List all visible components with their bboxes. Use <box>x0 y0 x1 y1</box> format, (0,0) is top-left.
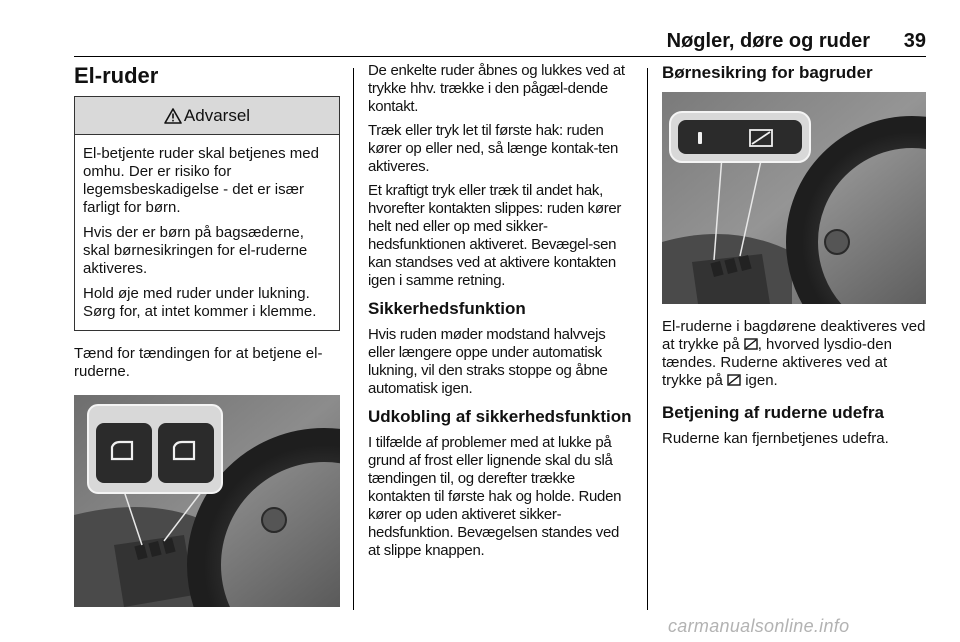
right-column <box>662 62 926 454</box>
body-paragraph: De enkelte ruder åbnes og lukkes ved at trykke hhv. trække i den pågæl-dende kontakt. <box>368 62 625 115</box>
child-lock-text-2: , hvorved lysdio-den tændes. Ruderne aktiveres ved at trykke på <box>662 336 892 389</box>
heading-child-lock: Børnesikring for bagruder <box>662 63 873 82</box>
section-title: El-ruder <box>74 63 159 88</box>
heading-safety: Sikkerhedsfunktion <box>368 299 526 318</box>
column-divider-1 <box>353 68 354 610</box>
page-number: 39 <box>903 30 926 52</box>
remote-paragraph: Ruderne kan fjernbetjenes udefra. <box>662 430 889 447</box>
warning-paragraph: Hvis der er børn på bagsæderne, skal børnesikringen for el-ruderne aktiveres. <box>83 224 308 277</box>
heading-remote: Betjening af ruderne udefra <box>662 403 884 422</box>
safety-paragraph: Hvis ruden møder modstand halvvejs eller længere oppe under automatisk lukning, vil den straks stoppe og åbne automatisk igen. <box>368 326 608 397</box>
ignition-paragraph: Tænd for tændingen for at betjene el-ruderne. <box>74 345 323 380</box>
body-paragraph: Træk eller tryk let til første hak: ruden kører op eller ned, så længe kontak-ten aktiveres. <box>368 122 619 175</box>
heading-disable-safety: Udkobling af sikkerhedsfunktion <box>368 407 632 426</box>
warning-paragraph: Hold øje med ruder under lukning. Sørg for, at intet kommer i klemme. <box>83 285 317 320</box>
middle-column <box>368 62 634 566</box>
child-lock-paragraph <box>662 318 926 390</box>
warning-title: Advarsel <box>183 105 251 125</box>
warning-triangle-icon <box>164 108 182 124</box>
warning-body <box>75 135 339 330</box>
warning-box <box>74 96 340 331</box>
child-lock-text-3: igen. <box>741 372 778 389</box>
window-switches-photo <box>74 395 340 607</box>
header-title: Nøgler, døre og ruder <box>666 30 870 52</box>
child-lock-photo <box>662 92 926 304</box>
warning-header <box>75 97 339 135</box>
child-lock-icon <box>727 374 741 386</box>
child-lock-icon <box>744 338 758 350</box>
column-divider-2 <box>647 68 648 610</box>
body-paragraph: Et kraftigt tryk eller træk til andet hak, hvorefter kontakten slippes: ruden kører helt ned eller op med sikker-hedsfunktionen aktiveret. Bevægel-sen kan standses ved at aktivere kontakten igen i samme retning. <box>368 182 622 289</box>
watermark: carmanualsonline.info <box>668 616 850 636</box>
left-column <box>74 62 340 607</box>
disable-paragraph: I tilfælde af problemer med at lukke på grund af frost eller lignende skal du slå tændingen til, og derefter trække kontakten til første hak og holde. Ruden kører op uden aktiveret sikker-hedsfunktion. Bevægelsen standes ved at slippe knappen. <box>368 434 622 559</box>
child-lock-text-1: El-ruderne i bagdørene deaktiveres ved at trykke på <box>662 318 926 353</box>
warning-paragraph: El-betjente ruder skal betjenes med omhu. Der er risiko for legemsbeskadigelse - det er især farligt for børn. <box>83 145 319 216</box>
header-rule <box>74 56 926 57</box>
